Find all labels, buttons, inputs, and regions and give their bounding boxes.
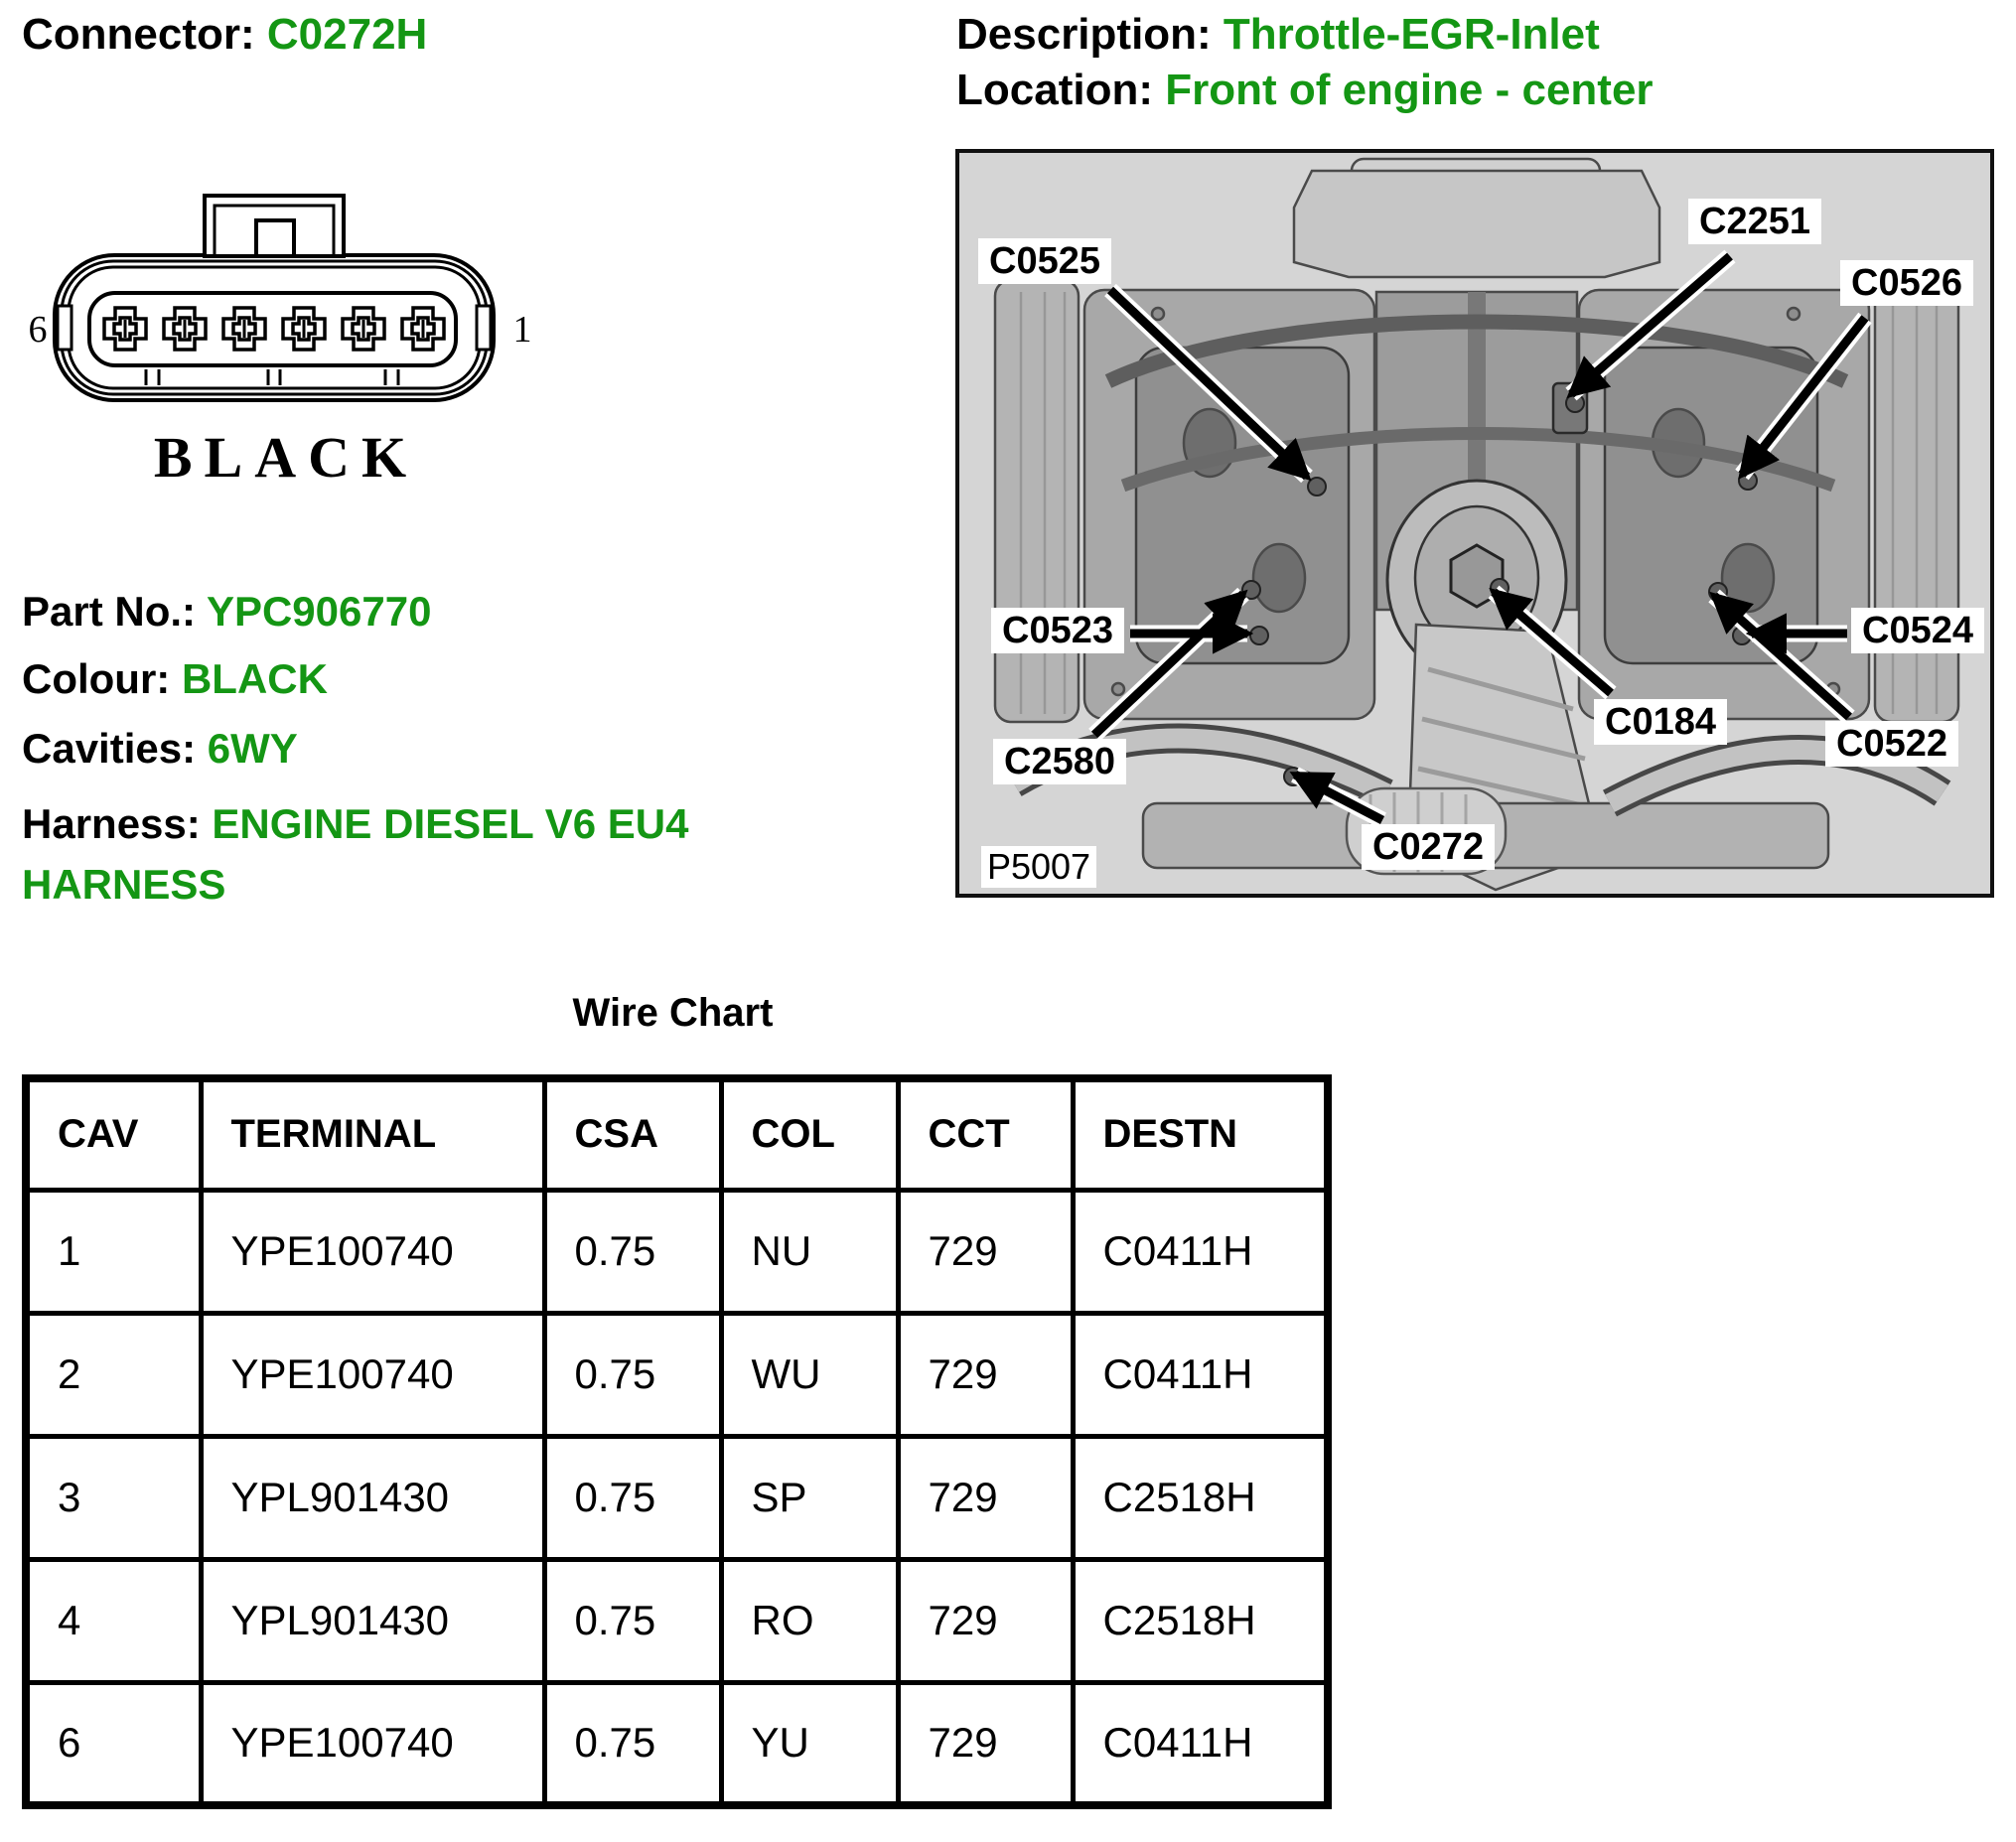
cell-col: RO xyxy=(721,1559,898,1682)
cell-destn: C2518H xyxy=(1073,1559,1328,1682)
callout-label-c0525: C0525 xyxy=(978,238,1111,284)
cell-col: NU xyxy=(721,1190,898,1313)
cell-terminal: YPE100740 xyxy=(201,1682,544,1805)
callout-label-c0523: C0523 xyxy=(991,608,1124,653)
cell-cct: 729 xyxy=(898,1313,1073,1436)
description-value: Throttle-EGR-Inlet xyxy=(1223,10,1600,59)
right-valve-cover-shape xyxy=(1605,348,1817,663)
cell-csa: 0.75 xyxy=(544,1190,721,1313)
cell-col: YU xyxy=(721,1682,898,1805)
connector-value: C0272H xyxy=(266,10,428,59)
wire-row xyxy=(26,1190,1328,1313)
wire-row xyxy=(26,1682,1328,1805)
cell-terminal: YPL901430 xyxy=(201,1559,544,1682)
engine-location-figure xyxy=(955,149,1994,898)
cell-cav: 2 xyxy=(26,1313,201,1436)
callout-label-c2251: C2251 xyxy=(1688,199,1821,244)
wire-row xyxy=(26,1313,1328,1436)
callout-label-c2580: C2580 xyxy=(993,739,1126,784)
cavities-value: 6WY xyxy=(207,725,298,772)
wire-chart-title: Wire Chart xyxy=(572,991,774,1035)
left-latch-slot xyxy=(58,306,72,350)
colour-line xyxy=(22,655,328,703)
cavities-label: Cavities: xyxy=(22,725,208,772)
wire-chart-table xyxy=(22,1074,1332,1809)
cell-csa: 0.75 xyxy=(544,1436,721,1559)
part-no-line xyxy=(22,588,431,636)
cell-cct: 729 xyxy=(898,1436,1073,1559)
part-no-value: YPC906770 xyxy=(206,588,432,635)
callout-label-c0184: C0184 xyxy=(1594,699,1727,745)
intake-manifold-shape xyxy=(1294,171,1659,277)
cell-cav: 6 xyxy=(26,1682,201,1805)
wire-row xyxy=(26,1559,1328,1682)
col-header-cct: CCT xyxy=(898,1078,1073,1190)
cell-destn: C0411H xyxy=(1073,1190,1328,1313)
callout-label-c0522: C0522 xyxy=(1825,721,1958,767)
harness-label: Harness: xyxy=(22,800,213,847)
cell-terminal: YPL901430 xyxy=(201,1436,544,1559)
cell-cav: 1 xyxy=(26,1190,201,1313)
callout-label-c0526: C0526 xyxy=(1840,260,1973,306)
cell-terminal: YPE100740 xyxy=(201,1190,544,1313)
description-heading xyxy=(956,10,1600,60)
left-valve-cover-shape xyxy=(1136,348,1349,663)
cell-cav: 4 xyxy=(26,1559,201,1682)
connector-colour-caption: BLACK xyxy=(153,425,419,490)
cell-csa: 0.75 xyxy=(544,1313,721,1436)
cell-destn: C0411H xyxy=(1073,1682,1328,1805)
col-header-cav: CAV xyxy=(26,1078,201,1190)
colour-value: BLACK xyxy=(181,655,328,702)
callout-label-c0272: C0272 xyxy=(1362,824,1495,870)
connector-face-diagram xyxy=(20,149,556,492)
cell-destn: C0411H xyxy=(1073,1313,1328,1436)
cavity-number-right: 1 xyxy=(512,309,532,351)
col-header-terminal: TERMINAL xyxy=(201,1078,544,1190)
wire-row xyxy=(26,1436,1328,1559)
colour-label: Colour: xyxy=(22,655,182,702)
cell-destn: C2518H xyxy=(1073,1436,1328,1559)
left-cooler-shape xyxy=(995,280,1079,722)
description-label: Description: xyxy=(956,10,1224,59)
cell-cct: 729 xyxy=(898,1559,1073,1682)
location-heading xyxy=(956,66,1654,115)
right-latch-slot xyxy=(477,306,491,350)
cell-csa: 0.75 xyxy=(544,1559,721,1682)
cavities-line xyxy=(22,725,298,773)
col-header-destn: DESTN xyxy=(1073,1078,1328,1190)
harness-line xyxy=(22,794,737,916)
wire-chart-header-row xyxy=(26,1078,1328,1190)
cell-csa: 0.75 xyxy=(544,1682,721,1805)
cell-cct: 729 xyxy=(898,1682,1073,1805)
col-header-col: COL xyxy=(721,1078,898,1190)
cell-cct: 729 xyxy=(898,1190,1073,1313)
latch-window xyxy=(256,220,294,256)
connector-heading xyxy=(22,10,427,60)
callout-label-c0524: C0524 xyxy=(1851,608,1984,653)
harness-value: ENGINE DIESEL V6 EU4 HARNESS xyxy=(22,800,689,908)
cell-col: SP xyxy=(721,1436,898,1559)
location-label: Location: xyxy=(956,66,1166,114)
cell-cav: 3 xyxy=(26,1436,201,1559)
cavity-number-left: 6 xyxy=(28,309,48,351)
location-value: Front of engine - center xyxy=(1165,66,1654,114)
cell-terminal: YPE100740 xyxy=(201,1313,544,1436)
part-no-label: Part No.: xyxy=(22,588,207,635)
photo-code-badge: P5007 xyxy=(981,846,1096,888)
connector-label: Connector: xyxy=(22,10,267,59)
cell-col: WU xyxy=(721,1313,898,1436)
col-header-csa: CSA xyxy=(544,1078,721,1190)
